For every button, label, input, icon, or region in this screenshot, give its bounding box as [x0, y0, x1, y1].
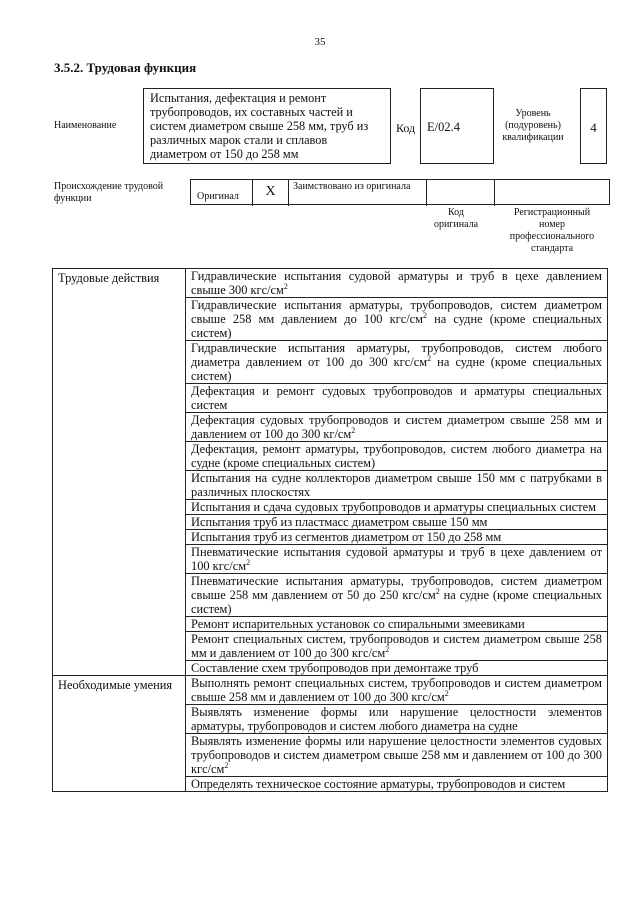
origin-label: Происхождение трудовой функции — [54, 181, 164, 204]
description-text: Выполнять ремонт специальных систем, трубопроводов и систем диаметром свыше 258 мм и давлением от 100 до 300 кгс/см — [191, 676, 602, 704]
superscript: 2 — [224, 760, 229, 770]
description-cell — [186, 471, 608, 500]
description-cell — [186, 298, 608, 341]
description-cell — [186, 705, 608, 734]
reg-number-label: Регистрационный номер профессионального стандарта — [509, 207, 595, 254]
description-cell — [186, 734, 608, 777]
superscript: 2 — [444, 688, 449, 698]
level-value: 4 — [580, 88, 607, 164]
description-text: Испытания и сдача судовых трубопроводов и арматуры специальных систем — [191, 500, 597, 514]
description-cell — [186, 545, 608, 574]
description-cell — [186, 676, 608, 705]
original-label: Оригинал — [197, 191, 239, 202]
labor-function-table — [52, 268, 608, 792]
code-original-label: Код оригинала — [433, 207, 479, 230]
description-text: Гидравлические испытания арматуры, трубопроводов, систем диаметром свыше 258 мм давлением до 100 кгс/см — [191, 298, 602, 326]
description-cell — [186, 341, 608, 384]
description-cell — [186, 574, 608, 617]
description-text: Испытания труб из сегментов диаметром от 150 до 258 мм — [191, 530, 502, 544]
description-text: Пневматические испытания судовой арматуры и труб в цехе давлением от 100 кгс/см — [191, 545, 602, 573]
superscript: 2 — [427, 353, 432, 363]
description-text: Ремонт специальных систем, трубопроводов и систем диаметром свыше 258 мм и давлением от 100 до 300 кгс/см — [191, 632, 602, 660]
superscript: 2 — [385, 644, 390, 654]
code-value: E/02.4 — [420, 88, 494, 164]
reg-number-cell — [495, 180, 609, 206]
original-cell — [191, 180, 253, 206]
category-cell: Необходимые умения — [53, 676, 186, 792]
section-title: 3.5.2. Трудовая функция — [54, 60, 197, 75]
page-number: 35 — [314, 36, 326, 48]
description-cell — [186, 777, 608, 792]
description-cell — [186, 413, 608, 442]
description-text: Гидравлические испытания арматуры, трубопроводов, систем любого диаметра давлением от 100 до 300 кгс/см — [191, 341, 602, 369]
superscript: 2 — [283, 281, 288, 291]
description-text: Выявлять изменение формы или нарушение целостности элементов арматуры, трубопроводов и систем любого диаметра на судне — [191, 705, 602, 733]
description-cell — [186, 515, 608, 530]
original-mark: X — [253, 180, 289, 206]
table-row — [53, 676, 608, 705]
function-name: Испытания, дефектация и ремонт трубопроводов, их составных частей и систем диаметром свыше 258 мм, труб из различных марок стали и сплавов диаметром от 150 до 258 мм — [143, 88, 391, 164]
description-cell — [186, 530, 608, 545]
superscript: 2 — [423, 310, 428, 320]
description-text: Пневматические испытания арматуры, трубопроводов, систем диаметром свыше 258 мм давлением от 50 до 250 кгс/см — [191, 574, 602, 602]
description-cell — [186, 442, 608, 471]
origin-row — [190, 179, 610, 205]
description-cell — [186, 269, 608, 298]
borrowed-label: Заимствовано из оригинала — [289, 180, 427, 206]
description-text: Дефектация и ремонт судовых трубопроводов и арматуры специальных систем — [191, 384, 602, 412]
description-text: Определять техническое состояние арматуры, трубопроводов и систем — [191, 777, 566, 791]
description-text: Испытания на судне коллекторов диаметром свыше 150 мм с патрубками в различных плоскостях — [191, 471, 602, 499]
description-cell — [186, 384, 608, 413]
description-cell — [186, 661, 608, 676]
description-text: Дефектация, ремонт арматуры, трубопроводов, систем любого диаметра на судне (кроме специальных систем) — [191, 442, 602, 470]
table-row — [53, 269, 608, 298]
superscript: 2 — [435, 586, 440, 596]
name-label: Наименование — [54, 120, 117, 131]
code-original-cell — [427, 180, 495, 206]
description-cell — [186, 632, 608, 661]
category-cell: Трудовые действия — [53, 269, 186, 676]
description-cell — [186, 617, 608, 632]
description-text: Выявлять изменение формы или нарушение целостности элементов судовых трубопроводов и систем диаметром свыше 258 мм и давлением от 100 до 300 кгс/см — [191, 734, 602, 776]
description-text: Гидравлические испытания судовой арматуры и труб в цехе давлением свыше 300 кгс/см — [191, 269, 602, 297]
description-cell — [186, 500, 608, 515]
level-label: Уровень (подуровень) квалификации — [502, 108, 564, 143]
superscript: 2 — [351, 425, 356, 435]
description-text: Дефектация судовых трубопроводов и систем диаметром свыше 258 мм и давлением от 100 до 300 кг/см — [191, 413, 602, 441]
description-text: Ремонт испарительных установок со спиральными змеевиками — [191, 617, 525, 631]
description-text: Составление схем трубопроводов при демонтаже труб — [191, 661, 479, 675]
description-text-tail: на судне (кроме специальных систем) — [191, 355, 602, 383]
superscript: 2 — [246, 557, 251, 567]
description-text-tail: на судне (кроме специальных систем) — [191, 312, 602, 340]
description-text: Испытания труб из пластмасс диаметром свыше 150 мм — [191, 515, 488, 529]
code-label: Код — [396, 121, 416, 135]
description-text-tail: на судне (кроме специальных систем) — [191, 588, 602, 616]
